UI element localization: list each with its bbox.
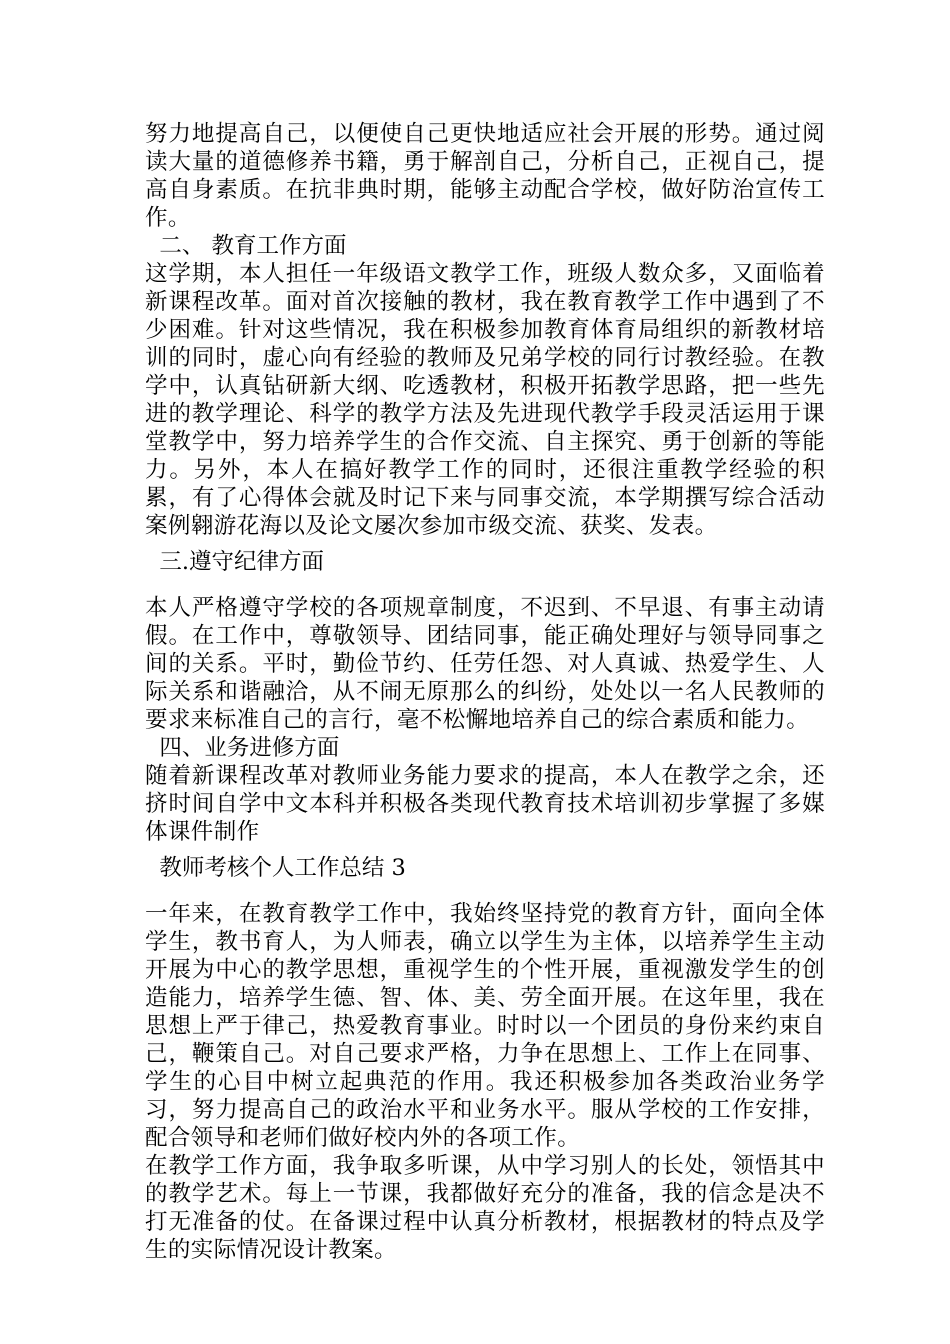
paragraph-discipline: 本人严格遵守学校的各项规章制度，不迟到、不早退、有事主动请假。在工作中，尊敬领导、团结同事，能正确处理好与领导同事之间的关系。平时，勤俭节约、任劳任怨、对人真诚、热爱学生、人际关系和谐融洽，从不闹无原那么的纠纷，处处以一名人民教师的要求来标准自己的言行，毫不松懈地培养自己的综合素质和能力。 bbox=[145, 595, 825, 733]
heading-education-work: 二、 教育工作方面 bbox=[159, 233, 347, 259]
paragraph-professional-study: 随着新课程改革对教师业务能力要求的提高，本人在教学之余，还挤时间自学中文本科并积极各类现代教育技术培训初步掌握了多媒体课件制作 bbox=[145, 763, 825, 845]
section-title-summary-3: 教师考核个人工作总结 3 bbox=[159, 855, 406, 881]
spacer bbox=[145, 540, 825, 548]
spacer bbox=[145, 882, 825, 900]
document-body bbox=[145, 120, 825, 1264]
spacer bbox=[145, 576, 825, 594]
paragraph-self-improvement: 努力地提高自己，以便使自己更快地适应社会开展的形势。通过阅读大量的道德修养书籍，勇于解剖自己，分析自己，正视自己，提高自身素质。在抗非典时期，能够主动配合学校，做好防治宣传工作。 bbox=[145, 121, 825, 231]
heading-discipline: 三.遵守纪律方面 bbox=[159, 549, 324, 575]
paragraph-teaching-work: 在教学工作方面，我争取多听课，从中学习别人的长处，领悟其中的教学艺术。每上一节课，我都做好充分的准备，我的信念是决不打无准备的仗。在备课过程中认真分析教材，根据教材的特点及学生的实际情况设计教案。 bbox=[145, 1153, 825, 1263]
paragraph-year-review: 一年来，在教育教学工作中，我始终坚持党的教育方针，面向全体学生，教书育人，为人师表，确立以学生为主体，以培养学生主动开展为中心的教学思想，重视学生的个性开展，重视激发学生的创造能力，培养学生德、智、体、美、劳全面开展。在这年里，我在思想上严于律己，热爱教育事业。时时以一个团员的身份来约束自己，鞭策自己。对自己要求严格，力争在思想上、工作上在同事、学生的心目中树立起典范的作用。我还积极参加各类政治业务学习，努力提高自己的政治水平和业务水平。服从学校的工作安排，配合领导和老师们做好校内外的各项工作。 bbox=[145, 901, 825, 1151]
spacer bbox=[145, 846, 825, 854]
heading-professional-study: 四、业务进修方面 bbox=[159, 735, 340, 761]
paragraph-education-work: 这学期，本人担任一年级语文教学工作，班级人数众多，又面临着新课程改革。面对首次接触的教材，我在教育教学工作中遇到了不少困难。针对这些情况，我在积极参加教育体育局组织的新教材培训的同时，虚心向有经验的教师及兄弟学校的同行讨教经验。在教学中，认真钻研新大纲、吃透教材，积极开拓教学思路，把一些先进的教学理论、科学的教学方法及先进现代教学手段灵活运用于课堂教学中，努力培养学生的合作交流、自主探究、勇于创新的等能力。另外，本人在搞好教学工作的同时，还很注重教学经验的积累，有了心得体会就及时记下来与同事交流，本学期撰写综合活动案例翱游花海以及论文屡次参加市级交流、获奖、发表。 bbox=[145, 261, 825, 539]
